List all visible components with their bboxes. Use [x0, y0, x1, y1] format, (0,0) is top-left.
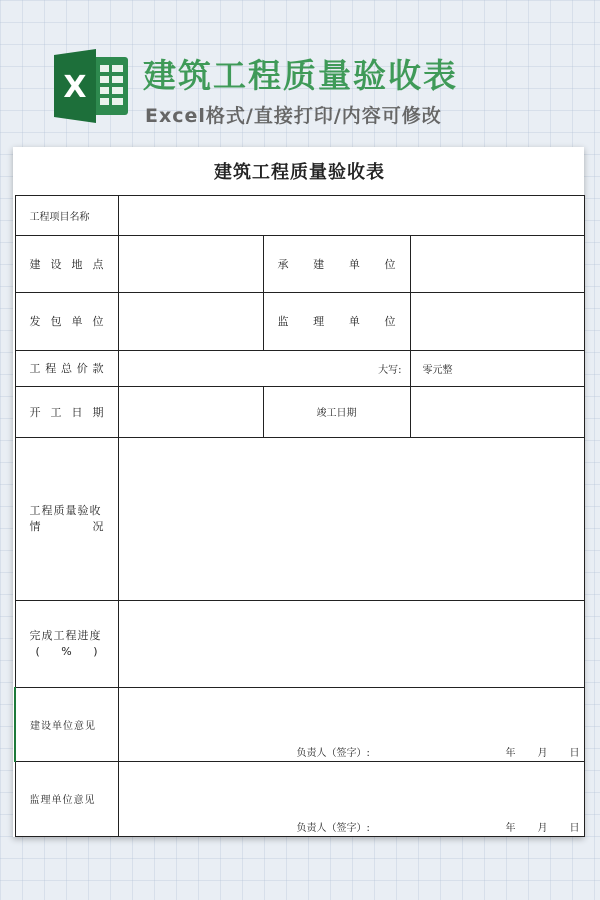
label-char: 承: [277, 257, 289, 271]
label-char: 情: [29, 519, 41, 533]
year-label: 年: [505, 822, 516, 834]
label-char: 单: [348, 257, 360, 271]
label-char: 位: [384, 315, 396, 328]
label-char: ): [93, 644, 98, 658]
label-char: 况: [92, 519, 104, 533]
excel-logo-icon: [52, 47, 130, 125]
day-label: 日: [569, 747, 580, 759]
start-date-cell[interactable]: [118, 386, 263, 437]
project-name-cell[interactable]: [118, 195, 584, 235]
year-label: 年: [505, 747, 516, 759]
label-char: 总: [61, 362, 72, 375]
label-char: 地: [71, 257, 83, 271]
contractor-cell[interactable]: [410, 235, 584, 292]
page-title: 建筑工程质量验收表: [143, 56, 458, 95]
builder-date: [506, 744, 580, 759]
location-label: [15, 235, 118, 292]
supervisor-label: [263, 292, 410, 350]
label-char: 建: [313, 257, 325, 271]
label-char: 款: [92, 362, 104, 375]
total-price-label: [15, 350, 118, 386]
issuer-label: [15, 292, 118, 350]
issuer-cell[interactable]: [118, 292, 263, 350]
label-char: 单: [348, 315, 360, 328]
supervisor-date: [506, 819, 580, 834]
supervisor-opinion-cell[interactable]: [118, 761, 584, 836]
contractor-label: [263, 235, 410, 292]
label-char: 开: [29, 405, 41, 419]
builder-opinion-label: 建设单位意见: [15, 687, 118, 761]
label-char: 程: [45, 362, 57, 375]
label-char: 期: [92, 405, 104, 419]
label-char: 包: [50, 315, 62, 328]
finish-date-cell[interactable]: [410, 386, 584, 437]
start-date-label: [15, 386, 118, 437]
supervisor-cell[interactable]: [410, 292, 584, 350]
progress-label-line1: 完成工程进度: [29, 628, 102, 642]
label-char: 点: [92, 257, 104, 271]
label-char: %: [61, 644, 72, 658]
month-label: 月: [537, 747, 548, 759]
supervisor-opinion-label: 监理单位意见: [15, 761, 118, 836]
label-char: 单: [71, 315, 83, 328]
label-char: 位: [92, 315, 104, 328]
builder-responsible-label: 负责人（签字）:: [296, 747, 370, 759]
day-label: 日: [569, 822, 580, 834]
builder-opinion-cell[interactable]: [118, 687, 584, 761]
label-char: 位: [384, 257, 396, 271]
label-char: (: [35, 644, 40, 658]
label-char: 工: [29, 362, 41, 375]
progress-cell[interactable]: [118, 600, 584, 687]
uppercase-label: 大写:: [378, 364, 402, 376]
finish-date-label: 竣工日期: [263, 386, 410, 437]
label-char: 发: [29, 315, 41, 328]
form-caption: 建筑工程质量验收表: [15, 147, 584, 195]
label-char: 建: [29, 257, 41, 271]
uppercase-value[interactable]: 零元整: [410, 350, 584, 386]
quality-label-line1: 工程质量验收: [29, 503, 102, 517]
page-subtitle: Excel格式/直接打印/内容可修改: [145, 105, 442, 127]
month-label: 月: [537, 822, 548, 834]
quality-label: [15, 437, 118, 600]
project-name-label: 工程项目名称: [15, 195, 118, 235]
label-char: 日: [71, 405, 83, 419]
acceptance-form-table: [14, 147, 585, 837]
label-char: 工: [50, 405, 62, 419]
logo-letter: X: [63, 70, 87, 105]
location-cell[interactable]: [118, 235, 263, 292]
label-char: 设: [50, 257, 62, 271]
spreadsheet-preview: [13, 147, 584, 837]
label-char: 理: [313, 315, 325, 328]
label-char: 价: [76, 362, 88, 375]
supervisor-responsible-label: 负责人（签字）:: [296, 822, 370, 834]
progress-label: [15, 600, 118, 687]
quality-cell[interactable]: [118, 437, 584, 600]
label-char: 监: [277, 315, 289, 328]
